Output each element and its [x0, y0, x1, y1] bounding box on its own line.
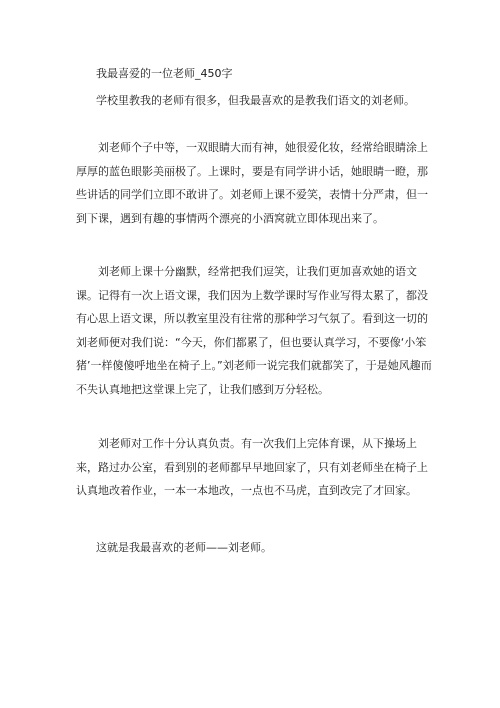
- paragraph-dedication: 刘老师对工作十分认真负责。有一次我们上完体育课，从下操场上来，路过办公室，看到别的老师都早早地回家了，只有刘老师坐在椅子上认真地改着作业，一本一本地改，一点也不马虎，直到改完了才回家。: [76, 437, 428, 498]
- paragraph-appearance: 刘老师个子中等，一双眼睛大而有神，她很爱化妆，经常给眼睛涂上厚厚的蓝色眼影美丽极了。上课时，要是有同学讲小话，她眼睛一瞪，那些讲话的同学们立即不敢讲了。刘老师上课不爱笑，表情十分严肃，但一到下课，遇到有趣的事情两个漂亮的小酒窝就立即体现出来了。: [76, 141, 428, 225]
- document-title: 我最喜爱的一位老师_450字: [96, 67, 233, 80]
- paragraph-humor: 刘老师上课十分幽默，经常把我们逗笑，让我们更加喜欢她的语文课。记得有一次上语文课，我们因为上数学课时写作业写得太累了，都没有心思上语文课，所以教室里没有往常的那种学习气氛了。看到这一切的刘老师便对我们说：“今天，你们都累了，但也要认真学习，不要像‘小笨猪’一样傻傻呼地坐在椅子上。”刘老师一说完我们就都笑了，于是她风趣而不失认真地把这堂课上完了，让我们感到万分轻松。: [76, 265, 432, 396]
- intro-paragraph: 学校里教我的老师有很多，但我最喜欢的是教我们语文的刘老师。: [96, 94, 415, 107]
- closing-paragraph: 这就是我最喜欢的老师——刘老师。: [96, 541, 272, 554]
